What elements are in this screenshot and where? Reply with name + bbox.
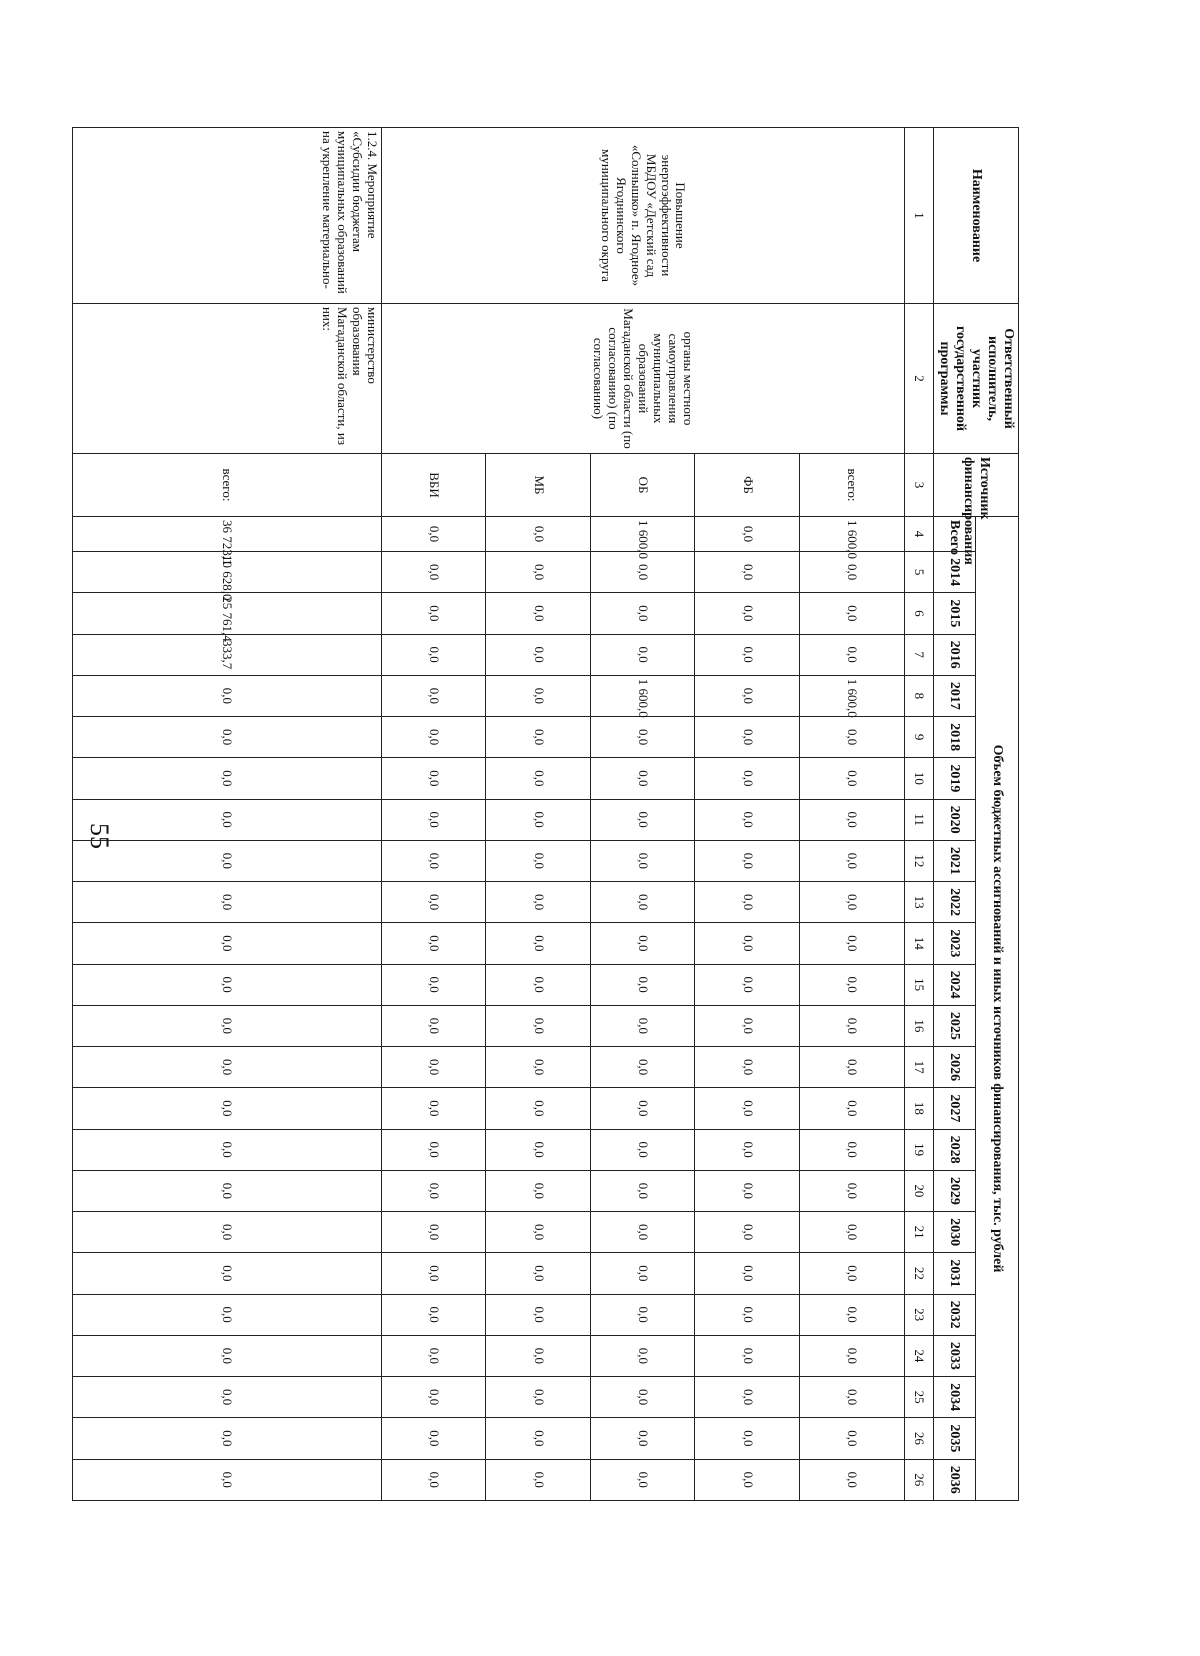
column-number: 3 bbox=[904, 454, 933, 517]
header-year-2022: 2022 bbox=[933, 882, 976, 923]
year-value-2034: 0,0 bbox=[72, 1377, 381, 1418]
total-value: 36 723,1 bbox=[72, 517, 381, 552]
page-number: 55 bbox=[85, 823, 114, 849]
header-year-2014: 2014 bbox=[933, 552, 976, 593]
year-value-2019: 0,0 bbox=[590, 758, 695, 799]
header-year-2019: 2019 bbox=[933, 758, 976, 799]
year-value-2034: 0,0 bbox=[800, 1377, 905, 1418]
year-value-2032: 0,0 bbox=[590, 1294, 695, 1335]
year-value-2021: 0,0 bbox=[695, 840, 800, 881]
year-value-2022: 0,0 bbox=[695, 882, 800, 923]
year-value-2018: 0,0 bbox=[486, 717, 591, 758]
year-value-2023: 0,0 bbox=[381, 923, 486, 964]
column-number: 7 bbox=[904, 634, 933, 675]
year-value-2021: 0,0 bbox=[486, 840, 591, 881]
funding-source: ФБ bbox=[695, 454, 800, 517]
year-value-2022: 0,0 bbox=[486, 882, 591, 923]
year-value-2034: 0,0 bbox=[486, 1377, 591, 1418]
header-year-2023: 2023 bbox=[933, 923, 976, 964]
year-value-2018: 0,0 bbox=[800, 717, 905, 758]
table-row bbox=[800, 128, 905, 1501]
year-value-2023: 0,0 bbox=[486, 923, 591, 964]
item-executor: министерство образования Магаданской области, из них: bbox=[72, 304, 381, 454]
header-year-2024: 2024 bbox=[933, 964, 976, 1005]
header-total: Всего bbox=[933, 517, 976, 552]
year-value-2021: 0,0 bbox=[800, 840, 905, 881]
header-source: Источник финансирования bbox=[933, 454, 1018, 517]
year-value-2014: 0,0 bbox=[695, 552, 800, 593]
column-number: 25 bbox=[904, 1377, 933, 1418]
year-value-2025: 0,0 bbox=[800, 1005, 905, 1046]
header-year-2027: 2027 bbox=[933, 1088, 976, 1129]
total-value: 0,0 bbox=[486, 517, 591, 552]
year-value-2031: 0,0 bbox=[486, 1253, 591, 1294]
year-value-2026: 0,0 bbox=[486, 1047, 591, 1088]
header-year-2035: 2035 bbox=[933, 1418, 976, 1459]
year-value-2015: 0,0 bbox=[695, 593, 800, 634]
header-year-2020: 2020 bbox=[933, 799, 976, 840]
year-value-2028: 0,0 bbox=[72, 1129, 381, 1170]
year-value-2033: 0,0 bbox=[800, 1335, 905, 1376]
year-value-2018: 0,0 bbox=[695, 717, 800, 758]
year-value-2032: 0,0 bbox=[800, 1294, 905, 1335]
year-value-2030: 0,0 bbox=[381, 1212, 486, 1253]
header-year-2029: 2029 bbox=[933, 1170, 976, 1211]
column-number: 22 bbox=[904, 1253, 933, 1294]
year-value-2032: 0,0 bbox=[486, 1294, 591, 1335]
year-value-2015: 25 761,4 bbox=[72, 593, 381, 634]
column-number: 11 bbox=[904, 799, 933, 840]
column-number: 16 bbox=[904, 1005, 933, 1046]
column-number: 10 bbox=[904, 758, 933, 799]
header-row-1 bbox=[976, 128, 1019, 1501]
year-value-2026: 0,0 bbox=[72, 1047, 381, 1088]
header-year-2030: 2030 bbox=[933, 1212, 976, 1253]
year-value-2019: 0,0 bbox=[486, 758, 591, 799]
funding-source: ОБ bbox=[590, 454, 695, 517]
year-value-2019: 0,0 bbox=[695, 758, 800, 799]
year-value-2024: 0,0 bbox=[381, 964, 486, 1005]
year-value-2030: 0,0 bbox=[590, 1212, 695, 1253]
year-value-2020: 0,0 bbox=[381, 799, 486, 840]
year-value-2022: 0,0 bbox=[590, 882, 695, 923]
column-number: 18 bbox=[904, 1088, 933, 1129]
funding-source: всего: bbox=[800, 454, 905, 517]
year-value-2034: 0,0 bbox=[381, 1377, 486, 1418]
year-value-2015: 0,0 bbox=[381, 593, 486, 634]
year-value-2014: 0,0 bbox=[800, 552, 905, 593]
year-value-2032: 0,0 bbox=[381, 1294, 486, 1335]
year-value-2024: 0,0 bbox=[72, 964, 381, 1005]
year-value-2036: 0,0 bbox=[590, 1459, 695, 1501]
year-value-2032: 0,0 bbox=[695, 1294, 800, 1335]
year-value-2028: 0,0 bbox=[590, 1129, 695, 1170]
funding-source: ВБИ bbox=[381, 454, 486, 517]
column-number: 24 bbox=[904, 1335, 933, 1376]
column-number: 19 bbox=[904, 1129, 933, 1170]
year-value-2020: 0,0 bbox=[695, 799, 800, 840]
column-number: 12 bbox=[904, 840, 933, 881]
column-number: 6 bbox=[904, 593, 933, 634]
item-name: Повышение энергоэффективности МБДОУ «Детский сад «Солнышко» п. Ягодное» Ягоднинского муниципального округа bbox=[381, 128, 904, 304]
year-value-2021: 0,0 bbox=[381, 840, 486, 881]
year-value-2030: 0,0 bbox=[486, 1212, 591, 1253]
year-value-2030: 0,0 bbox=[72, 1212, 381, 1253]
year-value-2024: 0,0 bbox=[695, 964, 800, 1005]
header-year-2018: 2018 bbox=[933, 717, 976, 758]
year-value-2034: 0,0 bbox=[590, 1377, 695, 1418]
year-value-2036: 0,0 bbox=[72, 1459, 381, 1501]
year-value-2030: 0,0 bbox=[695, 1212, 800, 1253]
header-year-2015: 2015 bbox=[933, 593, 976, 634]
year-value-2031: 0,0 bbox=[72, 1253, 381, 1294]
item-executor: органы местного самоуправления муниципальных образований Магаданской области (по согласованию) (по согласованию) bbox=[381, 304, 904, 454]
year-value-2024: 0,0 bbox=[590, 964, 695, 1005]
year-value-2028: 0,0 bbox=[695, 1129, 800, 1170]
year-value-2029: 0,0 bbox=[695, 1170, 800, 1211]
year-value-2021: 0,0 bbox=[590, 840, 695, 881]
year-value-2029: 0,0 bbox=[800, 1170, 905, 1211]
header-volume: Объем бюджетных ассигнований и иных источников финансирования, тыс. рублей bbox=[976, 517, 1019, 1501]
year-value-2016: 0,0 bbox=[590, 634, 695, 675]
year-value-2018: 0,0 bbox=[72, 717, 381, 758]
year-value-2035: 0,0 bbox=[800, 1418, 905, 1459]
year-value-2029: 0,0 bbox=[381, 1170, 486, 1211]
year-value-2018: 0,0 bbox=[590, 717, 695, 758]
header-year-2034: 2034 bbox=[933, 1377, 976, 1418]
header-year-2017: 2017 bbox=[933, 675, 976, 716]
year-value-2031: 0,0 bbox=[590, 1253, 695, 1294]
year-value-2016: 333,7 bbox=[72, 634, 381, 675]
column-number: 21 bbox=[904, 1212, 933, 1253]
table-body bbox=[72, 128, 904, 1501]
year-value-2017: 0,0 bbox=[486, 675, 591, 716]
year-value-2033: 0,0 bbox=[590, 1335, 695, 1376]
year-value-2032: 0,0 bbox=[72, 1294, 381, 1335]
year-value-2022: 0,0 bbox=[381, 882, 486, 923]
year-value-2025: 0,0 bbox=[72, 1005, 381, 1046]
year-value-2026: 0,0 bbox=[695, 1047, 800, 1088]
column-number: 26 bbox=[904, 1418, 933, 1459]
year-value-2035: 0,0 bbox=[695, 1418, 800, 1459]
year-value-2023: 0,0 bbox=[72, 923, 381, 964]
year-value-2017: 1 600,0 bbox=[590, 675, 695, 716]
year-value-2022: 0,0 bbox=[800, 882, 905, 923]
year-value-2035: 0,0 bbox=[590, 1418, 695, 1459]
year-value-2020: 0,0 bbox=[72, 799, 381, 840]
column-number: 1 bbox=[904, 128, 933, 304]
year-value-2027: 0,0 bbox=[72, 1088, 381, 1129]
year-value-2031: 0,0 bbox=[695, 1253, 800, 1294]
year-value-2015: 0,0 bbox=[486, 593, 591, 634]
header-year-2033: 2033 bbox=[933, 1335, 976, 1376]
year-value-2017: 0,0 bbox=[72, 675, 381, 716]
header-year-2028: 2028 bbox=[933, 1129, 976, 1170]
year-value-2033: 0,0 bbox=[72, 1335, 381, 1376]
header-executor: Ответственный исполнитель, участник государственной программы bbox=[933, 304, 1018, 454]
year-value-2029: 0,0 bbox=[72, 1170, 381, 1211]
year-value-2029: 0,0 bbox=[486, 1170, 591, 1211]
header-name: Наименование bbox=[933, 128, 1018, 304]
year-value-2028: 0,0 bbox=[381, 1129, 486, 1170]
total-value: 0,0 bbox=[695, 517, 800, 552]
year-value-2023: 0,0 bbox=[590, 923, 695, 964]
year-value-2035: 0,0 bbox=[72, 1418, 381, 1459]
year-value-2025: 0,0 bbox=[486, 1005, 591, 1046]
column-number: 8 bbox=[904, 675, 933, 716]
year-value-2027: 0,0 bbox=[590, 1088, 695, 1129]
year-value-2031: 0,0 bbox=[800, 1253, 905, 1294]
year-value-2020: 0,0 bbox=[486, 799, 591, 840]
year-value-2030: 0,0 bbox=[800, 1212, 905, 1253]
year-value-2027: 0,0 bbox=[695, 1088, 800, 1129]
year-value-2024: 0,0 bbox=[486, 964, 591, 1005]
total-value: 1 600,0 bbox=[800, 517, 905, 552]
year-value-2016: 0,0 bbox=[486, 634, 591, 675]
year-value-2014: 10 628,0 bbox=[72, 552, 381, 593]
year-value-2029: 0,0 bbox=[590, 1170, 695, 1211]
column-number: 17 bbox=[904, 1047, 933, 1088]
year-value-2015: 0,0 bbox=[800, 593, 905, 634]
table-row bbox=[72, 128, 381, 1501]
year-value-2019: 0,0 bbox=[800, 758, 905, 799]
year-value-2033: 0,0 bbox=[695, 1335, 800, 1376]
year-value-2031: 0,0 bbox=[381, 1253, 486, 1294]
year-value-2022: 0,0 bbox=[72, 882, 381, 923]
budget-table bbox=[72, 127, 1019, 1501]
header-year-2026: 2026 bbox=[933, 1047, 976, 1088]
year-value-2036: 0,0 bbox=[695, 1459, 800, 1501]
column-number: 5 bbox=[904, 552, 933, 593]
year-value-2021: 0,0 bbox=[72, 840, 381, 881]
column-number: 20 bbox=[904, 1170, 933, 1211]
year-value-2026: 0,0 bbox=[381, 1047, 486, 1088]
column-number: 4 bbox=[904, 517, 933, 552]
year-value-2027: 0,0 bbox=[486, 1088, 591, 1129]
year-value-2024: 0,0 bbox=[800, 964, 905, 1005]
year-value-2036: 0,0 bbox=[800, 1459, 905, 1501]
year-value-2019: 0,0 bbox=[72, 758, 381, 799]
year-value-2017: 0,0 bbox=[695, 675, 800, 716]
year-value-2014: 0,0 bbox=[381, 552, 486, 593]
header-year-2031: 2031 bbox=[933, 1253, 976, 1294]
year-value-2023: 0,0 bbox=[800, 923, 905, 964]
year-value-2026: 0,0 bbox=[590, 1047, 695, 1088]
year-value-2034: 0,0 bbox=[695, 1377, 800, 1418]
year-value-2033: 0,0 bbox=[381, 1335, 486, 1376]
total-value: 1 600,0 bbox=[590, 517, 695, 552]
column-number: 14 bbox=[904, 923, 933, 964]
year-value-2027: 0,0 bbox=[800, 1088, 905, 1129]
funding-source: всего: bbox=[72, 454, 381, 517]
total-value: 0,0 bbox=[381, 517, 486, 552]
year-value-2035: 0,0 bbox=[381, 1418, 486, 1459]
year-value-2027: 0,0 bbox=[381, 1088, 486, 1129]
year-value-2033: 0,0 bbox=[486, 1335, 591, 1376]
year-value-2016: 0,0 bbox=[695, 634, 800, 675]
year-value-2014: 0,0 bbox=[486, 552, 591, 593]
year-value-2016: 0,0 bbox=[800, 634, 905, 675]
header-year-2021: 2021 bbox=[933, 840, 976, 881]
year-value-2036: 0,0 bbox=[381, 1459, 486, 1501]
header-year-2032: 2032 bbox=[933, 1294, 976, 1335]
header-year-2036: 2036 bbox=[933, 1459, 976, 1501]
item-name: 1.2.4. Мероприятие «Субсидии бюджетам муниципальных образований на укрепление материально- bbox=[72, 128, 381, 304]
year-value-2020: 0,0 bbox=[800, 799, 905, 840]
funding-source: МБ bbox=[486, 454, 591, 517]
column-number-row bbox=[904, 128, 933, 1501]
header-year-2016: 2016 bbox=[933, 634, 976, 675]
rotated-table-wrapper bbox=[115, 127, 1019, 1501]
year-value-2018: 0,0 bbox=[381, 717, 486, 758]
year-value-2023: 0,0 bbox=[695, 923, 800, 964]
year-value-2035: 0,0 bbox=[486, 1418, 591, 1459]
year-value-2019: 0,0 bbox=[381, 758, 486, 799]
header-year-2025: 2025 bbox=[933, 1005, 976, 1046]
column-number: 23 bbox=[904, 1294, 933, 1335]
year-value-2020: 0,0 bbox=[590, 799, 695, 840]
year-value-2025: 0,0 bbox=[590, 1005, 695, 1046]
year-value-2028: 0,0 bbox=[800, 1129, 905, 1170]
year-value-2014: 0,0 bbox=[590, 552, 695, 593]
year-value-2015: 0,0 bbox=[590, 593, 695, 634]
year-value-2028: 0,0 bbox=[486, 1129, 591, 1170]
column-number: 2 bbox=[904, 304, 933, 454]
year-value-2017: 0,0 bbox=[381, 675, 486, 716]
column-number: 9 bbox=[904, 717, 933, 758]
year-value-2025: 0,0 bbox=[381, 1005, 486, 1046]
column-number: 13 bbox=[904, 882, 933, 923]
column-number: 26 bbox=[904, 1459, 933, 1501]
year-value-2026: 0,0 bbox=[800, 1047, 905, 1088]
year-value-2017: 1 600,0 bbox=[800, 675, 905, 716]
year-value-2036: 0,0 bbox=[486, 1459, 591, 1501]
year-value-2025: 0,0 bbox=[695, 1005, 800, 1046]
column-number: 15 bbox=[904, 964, 933, 1005]
year-value-2016: 0,0 bbox=[381, 634, 486, 675]
